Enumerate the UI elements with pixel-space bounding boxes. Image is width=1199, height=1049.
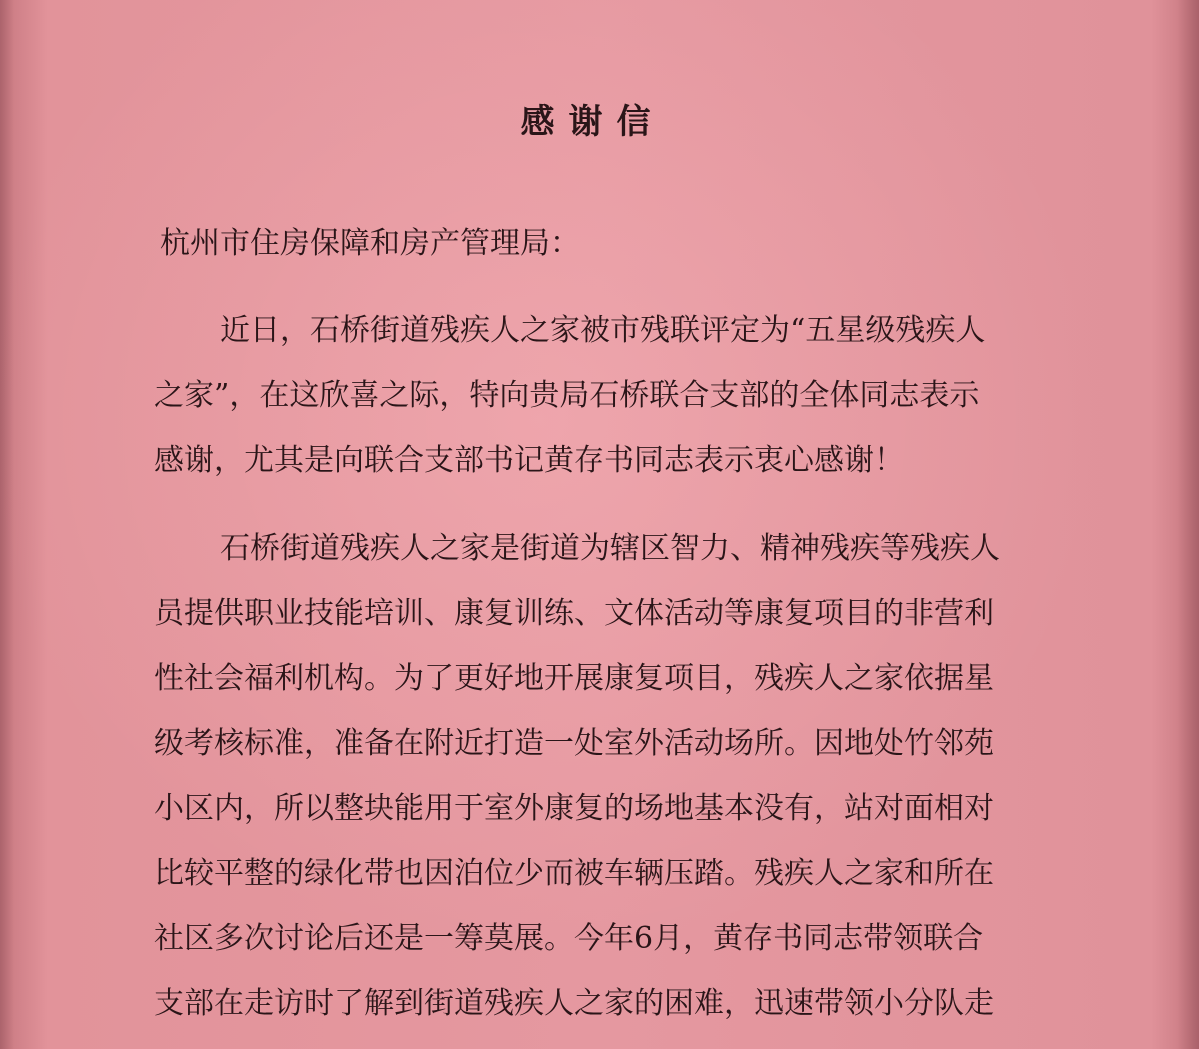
paragraph-line: 之家”，在这欣喜之际，特向贵局石桥联合支部的全体同志表示 — [154, 378, 980, 413]
paragraph-1 — [154, 298, 1064, 493]
letter-salutation: 杭州市住房保障和房产管理局： — [160, 226, 580, 261]
paragraph-line: 比较平整的绿化带也因泊位少而被车辆压踏。残疾人之家和所在 — [154, 856, 994, 891]
paragraph-line: 石桥街道残疾人之家是街道为辖区智力、精神残疾等残疾人 — [220, 531, 1000, 566]
letter-title: 感谢信 — [520, 102, 665, 142]
page-edge-shadow-right — [1177, 0, 1199, 1049]
paragraph-line: 近日，石桥街道残疾人之家被市残联评定为“五星级残疾人 — [220, 313, 986, 348]
paragraph-line: 性社会福利机构。为了更好地开展康复项目，残疾人之家依据星 — [154, 661, 994, 696]
paragraph-line: 社区多次讨论后还是一筹莫展。今年6月，黄存书同志带领联合 — [154, 921, 984, 956]
paragraph-line: 感谢，尤其是向联合支部书记黄存书同志表示衷心感谢！ — [154, 443, 904, 478]
paragraph-line: 小区内，所以整块能用于室外康复的场地基本没有，站对面相对 — [154, 791, 994, 826]
paragraph-line: 级考核标准，准备在附近打造一处室外活动场所。因地处竹邻苑 — [154, 726, 994, 761]
paragraph-line: 支部在走访时了解到街道残疾人之家的困难，迅速带领小分队走 — [154, 986, 994, 1021]
paragraph-line: 员提供职业技能培训、康复训练、文体活动等康复项目的非营利 — [154, 596, 994, 631]
paragraph-2 — [154, 516, 1064, 1036]
page-edge-shadow-left — [0, 0, 14, 1049]
